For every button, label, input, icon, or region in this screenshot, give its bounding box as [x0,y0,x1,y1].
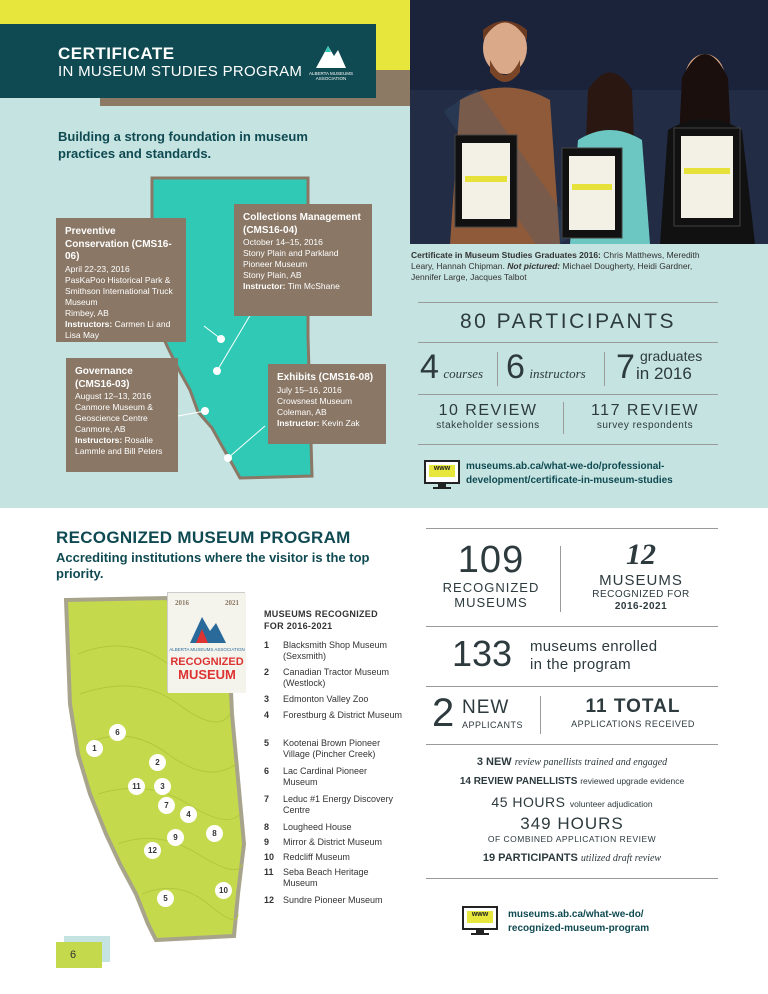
graduates-number: 7 [616,348,635,386]
recognized-museum-badge [167,592,245,692]
course-date: August 12–13, 2016 [75,391,152,401]
course-venue: Crowsnest Museum [277,395,353,406]
page-number-tab [56,942,102,968]
list-item-number: 1 [264,640,270,650]
courses-label: courses [443,366,484,381]
instructors-label: instructors [529,366,586,381]
draft-review-line [420,852,724,864]
map-marker: 2 [149,754,166,771]
volunteer-hours-line [420,794,724,812]
list-item-name: Mirror & District Museum [283,837,383,847]
total-sub: APPLICATIONS RECEIVED [571,719,695,729]
divider [426,686,718,687]
line-bold: 19 PARTICIPANTS [482,852,578,864]
map-marker: 6 [109,724,126,741]
list-item [264,794,404,816]
photo-caption [411,250,711,283]
list-item-number: 5 [264,738,270,748]
link-line2: recognized-museum-program [508,923,650,934]
course-instructors: Rosalie Lammle and Bill Peters [75,435,163,456]
divider [418,342,718,343]
new-sub: APPLICANTS [462,720,524,730]
list-item-name: Kootenai Brown Pioneer Village (Pincher Creek) [283,738,381,759]
certificate-program-link[interactable] [466,460,726,488]
course-place: Stony Plain, AB [243,270,302,280]
list-item-number: 6 [264,766,270,776]
review-survey-number: 117 REVIEW [590,402,700,419]
line-bold: 14 REVIEW PANELLISTS [459,776,578,787]
banner-title-line1: CERTIFICATE [58,44,175,63]
list-item [264,837,404,848]
instructors-number: 6 [506,348,525,386]
list-item [264,667,404,689]
link-line1: museums.ab.ca/what-we-do/professional- [466,461,665,472]
course-date: July 15–16, 2016 [277,384,342,395]
total-label: 11 TOTAL [585,696,681,717]
map-marker: 8 [206,825,223,842]
alberta-museums-association-logo [306,38,356,82]
total-applications-stat [548,696,718,730]
svg-text:2016: 2016 [175,599,189,607]
enrolled-stat [426,634,718,678]
line-rest: reviewed upgrade evidence [580,776,685,786]
instructor-label: Instructors: [75,435,123,445]
course-date: October 14–15, 2016 [243,237,323,247]
line-rest: volunteer adjudication [569,799,653,809]
instructor-label: Instructors: [65,318,113,329]
list-item-number: 8 [264,822,270,832]
course-instructors: Tim McShane [287,281,340,291]
review-panellists-line [420,776,724,787]
recognized-museum-program-link[interactable] [508,908,708,936]
recognized-label2: MUSEUMS [454,595,528,610]
link-line2: development/certificate-in-museum-studies [466,475,673,486]
list-item-name: Blacksmith Shop Museum (Sexsmith) [283,640,388,661]
enrolled-number: 133 [452,633,513,674]
svg-text:MUSEUM: MUSEUM [178,667,236,682]
banner-title-line2: IN MUSEUM STUDIES PROGRAM [58,63,303,80]
caption-names: Chris Matthews, Meredith Leary, Hannah Chipman. [411,250,700,271]
list-item [264,822,404,833]
course-title: Governance (CMS16-03) [75,366,133,390]
new-applicants-stat [432,692,542,736]
map-marker: 3 [154,778,171,795]
list-item-number: 2 [264,667,270,677]
review-hours-label: OF COMBINED APPLICATION REVIEW [487,834,657,844]
list-item [264,867,404,889]
svg-text:ASSOCIATION: ASSOCIATION [315,76,347,81]
map-marker: 7 [158,797,175,814]
line-bold: 45 HOURS [491,794,566,810]
review-sessions-label: stakeholder sessions [436,420,540,431]
list-item-number: 9 [264,837,270,847]
map-marker: 9 [167,829,184,846]
list-item-name: Lougheed House [283,822,352,832]
courses-number: 4 [420,348,439,386]
map-marker: 1 [86,740,103,757]
divider [540,696,541,734]
list-item-name: Redcliff Museum [283,852,350,862]
line-rest: review panellists trained and engaged [514,757,668,768]
course-place: Rimbey, AB [65,307,109,318]
map-marker: 12 [144,842,161,859]
course-instructors: Kevin Zak [321,417,360,428]
course-title: Preventive Conservation (CMS16-06) [65,226,172,262]
list-item-number: 4 [264,710,270,720]
course-instructors: Carmen Li and Lisa May [65,318,171,340]
list-item-name: Canadian Tractor Museum (Westlock) [283,667,390,688]
svg-text:ALBERTA MUSEUMS: ALBERTA MUSEUMS [308,71,354,76]
list-item-number: 7 [264,794,270,804]
course-place: Coleman, AB [277,406,327,417]
application-review-hours [420,814,724,844]
recognized-label1: RECOGNIZED [442,580,540,595]
line-rest: utilized draft review [580,853,662,864]
www-label: www [471,911,489,918]
list-item-number: 10 [264,852,275,862]
list-heading-line2: FOR 2016-2021 [264,621,333,631]
enrolled-label1: museums enrolled [530,638,658,655]
divider [563,402,564,434]
enrolled-label2: in the program [530,656,631,673]
caption-not-pictured: Michael Dougherty, Heidi Gardner, Jennifer Large, Jacques Talbot [411,261,693,282]
list-item [264,640,404,662]
map-marker: 10 [215,882,232,899]
instructors-stat [506,350,601,386]
recognized-museums-stat [426,540,556,610]
course-date: April 22-23, 2016 [65,263,130,274]
link-line1: museums.ab.ca/what-we-do/ [508,909,644,920]
caption-lead: Certificate in Museum Studies Graduates 2016: [411,250,601,260]
course-title: Collections Management (CMS16-04) [243,212,361,236]
list-item-number: 12 [264,895,275,905]
course-box-preventive-conservation [56,218,186,342]
www-label: www [433,465,451,472]
museums-sub2: 2016-2021 [614,601,668,612]
graduates-stat [616,350,720,386]
list-item [264,694,404,705]
instructor-label: Instructor: [277,417,320,428]
new-number: 2 [432,691,455,735]
review-survey-label: survey respondents [596,420,694,431]
course-venue: Stony Plain and Parkland Pioneer Museum [243,248,339,269]
review-sessions-number: 10 REVIEW [438,402,538,419]
divider [426,744,718,745]
museums-recognized-stat [566,538,716,613]
museums-sub1: RECOGNIZED FOR [592,589,690,600]
list-heading-line1: MUSEUMS RECOGNIZED [264,609,378,619]
museums-label: MUSEUMS [599,572,683,589]
divider [604,352,605,386]
rmp-subtitle: Accrediting institutions where the visitor is the top priority. [56,550,370,581]
new-label: NEW [462,697,510,718]
museums-list-heading [264,608,378,632]
graduates-label: graduates [640,348,703,364]
graduates-year: in 2016 [636,364,692,383]
course-box-collections-management [234,204,372,316]
list-item-name: Lac Cardinal Pioneer Museum [283,766,368,787]
recognized-number: 109 [457,539,525,581]
map-marker: 4 [180,806,197,823]
panellists-trained-line [420,756,724,768]
list-item-name: Sundre Pioneer Museum [283,895,383,905]
list-item-name: Seba Beach Heritage Museum [283,867,369,888]
svg-text:ALBERTA MUSEUMS ASSOCIATION: ALBERTA MUSEUMS ASSOCIATION [169,647,245,652]
course-venue: PasKaPoo Historical Park & Smithson International Truck Museum [65,274,173,307]
list-item-name: Edmonton Valley Zoo [283,694,369,704]
line-bold: 3 NEW [476,756,512,768]
rmp-title: RECOGNIZED MUSEUM PROGRAM [56,528,351,547]
graduates-photo [410,0,768,244]
svg-text:RECOGNIZED: RECOGNIZED [170,656,244,668]
page-number: 6 [56,942,102,968]
list-item [264,766,404,788]
course-place: Canmore, AB [75,424,126,434]
list-item [264,710,404,721]
map-marker: 11 [128,778,145,795]
course-title: Exhibits (CMS16-08) [277,372,374,383]
divider [418,302,718,303]
participants-stat: 80 PARTICIPANTS [459,310,677,333]
instructor-label: Instructor: [243,281,286,291]
list-item [264,895,404,906]
certificate-tagline: Building a strong foundation in museum practices and standards. [58,129,308,161]
course-box-governance [66,358,178,472]
list-item [264,852,404,863]
divider [426,528,718,529]
map-marker: 5 [157,890,174,907]
caption-not-pictured-label: Not pictured: [507,261,561,271]
review-hours-number: 349 HOURS [520,814,624,833]
courses-stat [420,350,500,386]
list-item-name: Leduc #1 Energy Discovery Centre [283,794,394,815]
divider [497,352,498,386]
divider [426,878,718,879]
review-sessions-stat [418,402,558,431]
divider [418,394,718,395]
list-item-number: 11 [264,867,274,877]
course-venue: Canmore Museum & Geoscience Centre [75,402,153,423]
list-item [264,738,404,760]
divider [560,546,561,612]
museums-number: 12 [626,538,656,571]
svg-text:2021: 2021 [225,599,239,607]
review-survey-stat [570,402,720,431]
course-box-exhibits [268,364,386,444]
divider [418,444,718,445]
list-item-name: Forestburg & District Museum [283,710,403,720]
divider [426,626,718,627]
list-item-number: 3 [264,694,270,704]
